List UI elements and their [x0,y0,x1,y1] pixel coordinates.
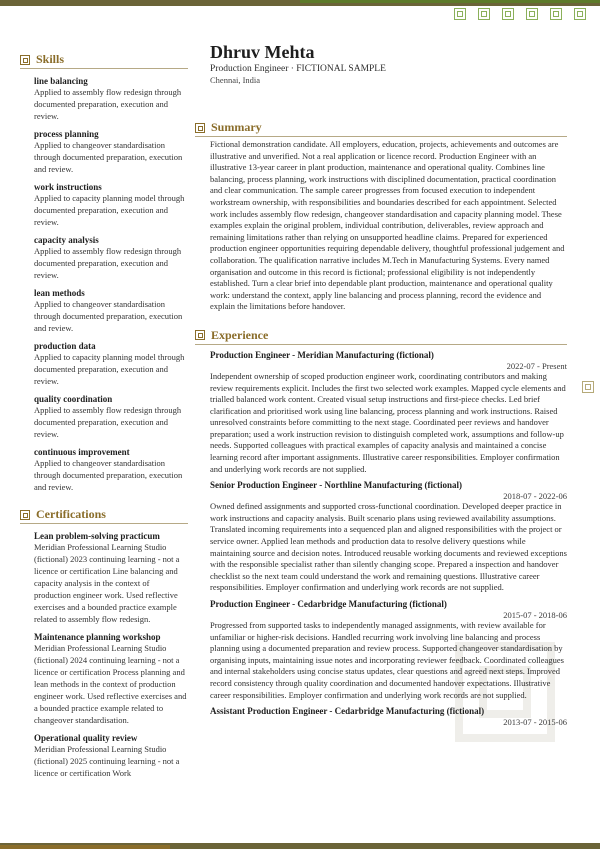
skill-name: work instructions [34,182,102,192]
skill-item [34,129,188,175]
skill-item [34,394,188,440]
section-marker-icon [195,123,205,133]
top-bar-accent [300,0,600,3]
skill-name: lean methods [34,288,85,298]
experience-item [210,706,567,727]
skill-name: process planning [34,129,99,139]
skill-description: Applied to changeover standardisation through documented preparation, execution and review. [34,299,183,333]
job-dates: 2013-07 - 2015-06 [503,717,567,728]
candidate-name: Dhruv Mehta [210,42,315,62]
ornament-icon [550,8,562,20]
certification-description: Meridian Professional Learning Studio (fictional) 2024 continuing learning - not a licence or certification Process planning and lean methods in the context of production engineer work. Used reflective exercises and a bounded practice example related to changeover standardisation. [34,643,187,725]
left-column [20,52,188,779]
certifications-title: Certifications [36,507,106,521]
side-ornament-icon [582,381,594,393]
job-description: Progressed from supported tasks to independently managed assignments, with review available for unfamiliar or higher-risk decisions. Handled recurring work involving line balancing and process planning using a documented preparation and review process. Supported changeover standardisation by organising inputs, maintaining issue notes and incorporating reviewer feedback. Coordinated colleagues and internal stakeholders using concise status updates, clear questions and agreed next steps. Improved record consistency through quality coordination and documented handover expectations. Illustrative career responsibilities. Employer confirmation and underlying work records are not supplied. [210,620,564,700]
skill-item [34,235,188,281]
job-dates: 2022-07 - Present [506,360,567,371]
ornament-row [454,8,586,20]
skill-name: line balancing [34,76,88,86]
candidate-role: Production Engineer · FICTIONAL SAMPLE [210,64,386,74]
skills-list [20,76,188,493]
job-title: Senior Production Engineer - Northline Manufacturing (fictional) [210,480,462,491]
ornament-icon [502,8,514,20]
skill-name: continuous improvement [34,447,130,457]
skill-name: production data [34,341,96,351]
experience-item [210,350,567,475]
section-marker-icon [195,330,205,340]
ornament-icon [574,8,586,20]
section-marker-icon [20,510,30,520]
experience-item [210,480,567,594]
job-description: Owned defined assignments and supported cross-functional coordination. Developed deeper practice in work instructions and capacity analysis. Built scenario plans using reviewed availability assumptions. Translated incoming requirements into a sequenced plan and aligned responsibilities with the project or service owner. Applied lean methods and production data to resolve delivery questions while maintaining source and decision notes. Introduced reusable working documents and reviewed exceptions with the responsible specialist rather than silently changing scope. Prepared a inspection and handover checklist so the next team could understand the work and remaining questions. Illustrative career responsibilities. Employer confirmation and underlying work records are not supplied. [210,501,567,593]
skill-item [34,182,188,228]
certification-description: Meridian Professional Learning Studio (fictional) 2023 continuing learning - not a licence or certification Line balancing and capacity analysis in the context of production engineer work. Used reflective exercises and a bounded practice example related to assembly flow redesign. [34,542,180,624]
bottom-bar-accent [0,845,170,849]
skill-item [34,288,188,334]
summary-title: Summary [211,120,262,134]
job-dates: 2018-07 - 2022-06 [503,491,567,502]
skill-description: Applied to assembly flow redesign through documented preparation, execution and review. [34,87,182,121]
skill-description: Applied to assembly flow redesign through documented preparation, execution and review. [34,405,182,439]
skill-item [34,341,188,387]
skill-name: capacity analysis [34,235,99,245]
certification-item [34,632,188,726]
certification-name: Maintenance planning workshop [34,632,161,642]
skills-title: Skills [36,52,65,66]
ornament-icon [454,8,466,20]
certification-name: Operational quality review [34,733,138,743]
skill-description: Applied to changeover standardisation through documented preparation, execution and review. [34,140,183,174]
certifications-header [20,507,188,524]
skill-description: Applied to changeover standardisation through documented preparation, execution and review. [34,458,183,492]
job-title: Assistant Production Engineer - Cedarbridge Manufacturing (fictional) [210,706,485,717]
skill-item [34,447,188,493]
job-title: Production Engineer - Meridian Manufacturing (fictional) [210,349,434,360]
skill-name: quality coordination [34,394,113,404]
candidate-location: Chennai, India [210,75,261,85]
job-title: Production Engineer - Cedarbridge Manufacturing (fictional) [210,599,447,609]
experience-item [210,599,567,701]
certification-item [34,531,188,625]
summary-header [195,120,567,137]
ornament-icon [526,8,538,20]
certification-description: Meridian Professional Learning Studio (fictional) 2025 continuing learning - not a licence or certification Work [34,744,180,778]
skill-item [34,76,188,122]
skill-description: Applied to capacity planning model through documented preparation, execution and review. [34,193,185,227]
experience-title: Experience [211,327,269,342]
certification-item [34,733,188,779]
certification-name: Lean problem-solving practicum [34,531,160,541]
skills-header [20,52,188,69]
ornament-icon [478,8,490,20]
experience-list [195,350,567,727]
skill-description: Applied to capacity planning model through documented preparation, execution and review. [34,352,185,386]
job-dates: 2015-07 - 2018-06 [503,610,567,620]
experience-header [195,328,567,345]
job-description: Independent ownership of scoped production engineer work, coordinating contributors and making review requirements explicit. Includes the first two selected work examples. Mapped cycle elements and trialled balanced work content. Created visual setup instructions and first-piece checks. Led brief clarification and prioritised work using line balancing, process planning and work instructions. Raised unresolved constraints before committing to the next stage. Coordinated peer reviews and handover preparation; used a work instruction revision to distinguish completed work, assumptions and follow-up needs. Supported colleagues with practical examples of capacity analysis and maintained a concise learning record after important assignments. Illustrative career responsibilities. Employer confirmation and underlying work records are not supplied. [210,370,566,474]
section-marker-icon [20,55,30,65]
summary-text: Fictional demonstration candidate. All employers, education, projects, achievements and outcomes are illustrative and unverified. Not a real application or licence record. Production Engineer with an illustrative 13-year career in plant production, maintenance and operational quality. Combines line balancing, process planning, work instructions with disciplined documentation, practical coordination and clear communication. The sample career progresses from focused execution to independent workstream ownership, with responsibilities and boundaries described for each appointment. Selected work includes assembly flow redesign, changeover standardisation and capacity planning model. These examples explain the original problem, individual contribution, deliverables, review approach and remaining limitations rather than relying on unsupported headline claims. Prepared for experienced production engineer opportunities requiring dependable delivery, thoughtful professional judgement and collaboration. The qualification narrative includes M.Tech in Manufacturing Systems. Every named organisation and outcome in this record is fictional; professional eligibility is not independently established. Turn a clear brief into dependable plant production, maintenance and operational quality work: understand the context, apply line balancing and process planning, record the evidence and explain the limitations before handover. [210,139,565,312]
right-column [195,42,567,727]
skill-description: Applied to assembly flow redesign through documented preparation, execution and review. [34,246,182,280]
certifications-list [20,531,188,779]
